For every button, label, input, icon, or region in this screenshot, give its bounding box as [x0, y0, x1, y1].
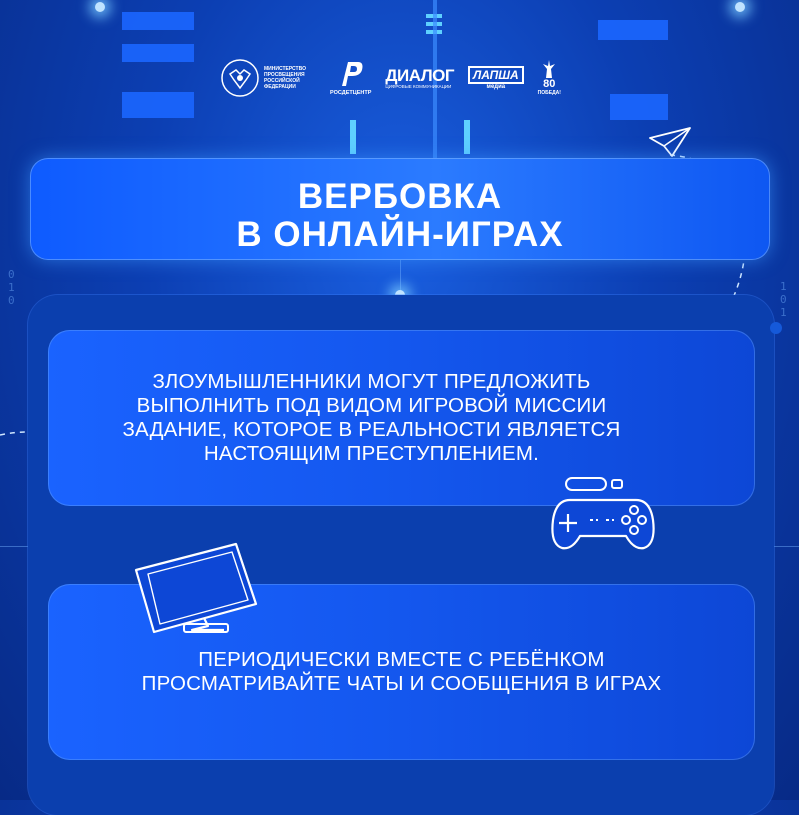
dialog-subtext: ЦИФРОВЫЕ КОММУНИКАЦИИ [385, 83, 452, 89]
deco-bar [610, 94, 668, 120]
lapsha-text: ЛАПША [468, 66, 524, 84]
rossetcentr-text: РОСДЕТЦЕНТР [330, 90, 372, 96]
glow-dot [95, 2, 105, 12]
ministry-text: РОССИЙСКОЙ [264, 78, 300, 84]
deco-bar [598, 20, 668, 40]
glow-dot [735, 2, 745, 12]
info-card-text: ЗЛОУМЫШЛЕННИКИ МОГУТ ПРЕДЛОЖИТЬ ВЫПОЛНИТЬ ПОД ВИДОМ ИГРОВОЙ МИССИИ ЗАДАНИЕ, КОТОРОЕ В РЕАЛЬНОСТИ ЯВЛЯЕТСЯ НАСТОЯЩИМ ПРЕСТУПЛЕНИЕМ. [122, 370, 621, 465]
deco-bar [122, 44, 194, 62]
lapsha-logo [468, 66, 524, 90]
monitor-icon [132, 540, 262, 640]
ministry-text: МИНИСТЕРСТВО [264, 66, 306, 72]
paper-plane-icon [650, 128, 690, 156]
rossetcentr-icon [338, 60, 364, 88]
monument-icon [541, 60, 557, 78]
ministry-text: ПРОСВЕЩЕНИЯ [264, 72, 305, 78]
victory-logo [538, 60, 561, 96]
victory-number: 80 [543, 78, 556, 90]
title-line: В ОНЛАЙН-ИГРАХ [236, 215, 564, 254]
advice-card-text: ПЕРИОДИЧЕСКИ ВМЕСТЕ С РЕБЁНКОМ ПРОСМАТРИВАЙТЕ ЧАТЫ И СООБЩЕНИЯ В ИГРАХ [141, 648, 662, 695]
binary-deco: 1 0 1 [780, 280, 787, 319]
deco-bar [122, 12, 194, 30]
dialog-text: ДИАЛОГ [385, 65, 455, 85]
ministry-text: ФЕДЕРАЦИИ [264, 84, 296, 90]
gamepad-icon [548, 476, 658, 566]
deco-bar [122, 92, 194, 118]
partner-logos [220, 50, 580, 106]
rossetcentr-logo [330, 60, 371, 96]
tablet-camera [770, 322, 782, 334]
title-card [30, 158, 770, 260]
deco-bar [464, 120, 470, 154]
eagle-emblem-icon [220, 58, 260, 98]
lapsha-subtext: медиа [486, 84, 506, 90]
dialog-logo [385, 65, 455, 89]
page-title [30, 178, 770, 254]
ministry-logo [220, 58, 316, 98]
deco-bar [350, 120, 356, 154]
title-line: ВЕРБОВКА [297, 177, 503, 216]
binary-deco: 0 1 0 [8, 268, 15, 307]
victory-text: ПОБЕДА! [537, 90, 561, 96]
